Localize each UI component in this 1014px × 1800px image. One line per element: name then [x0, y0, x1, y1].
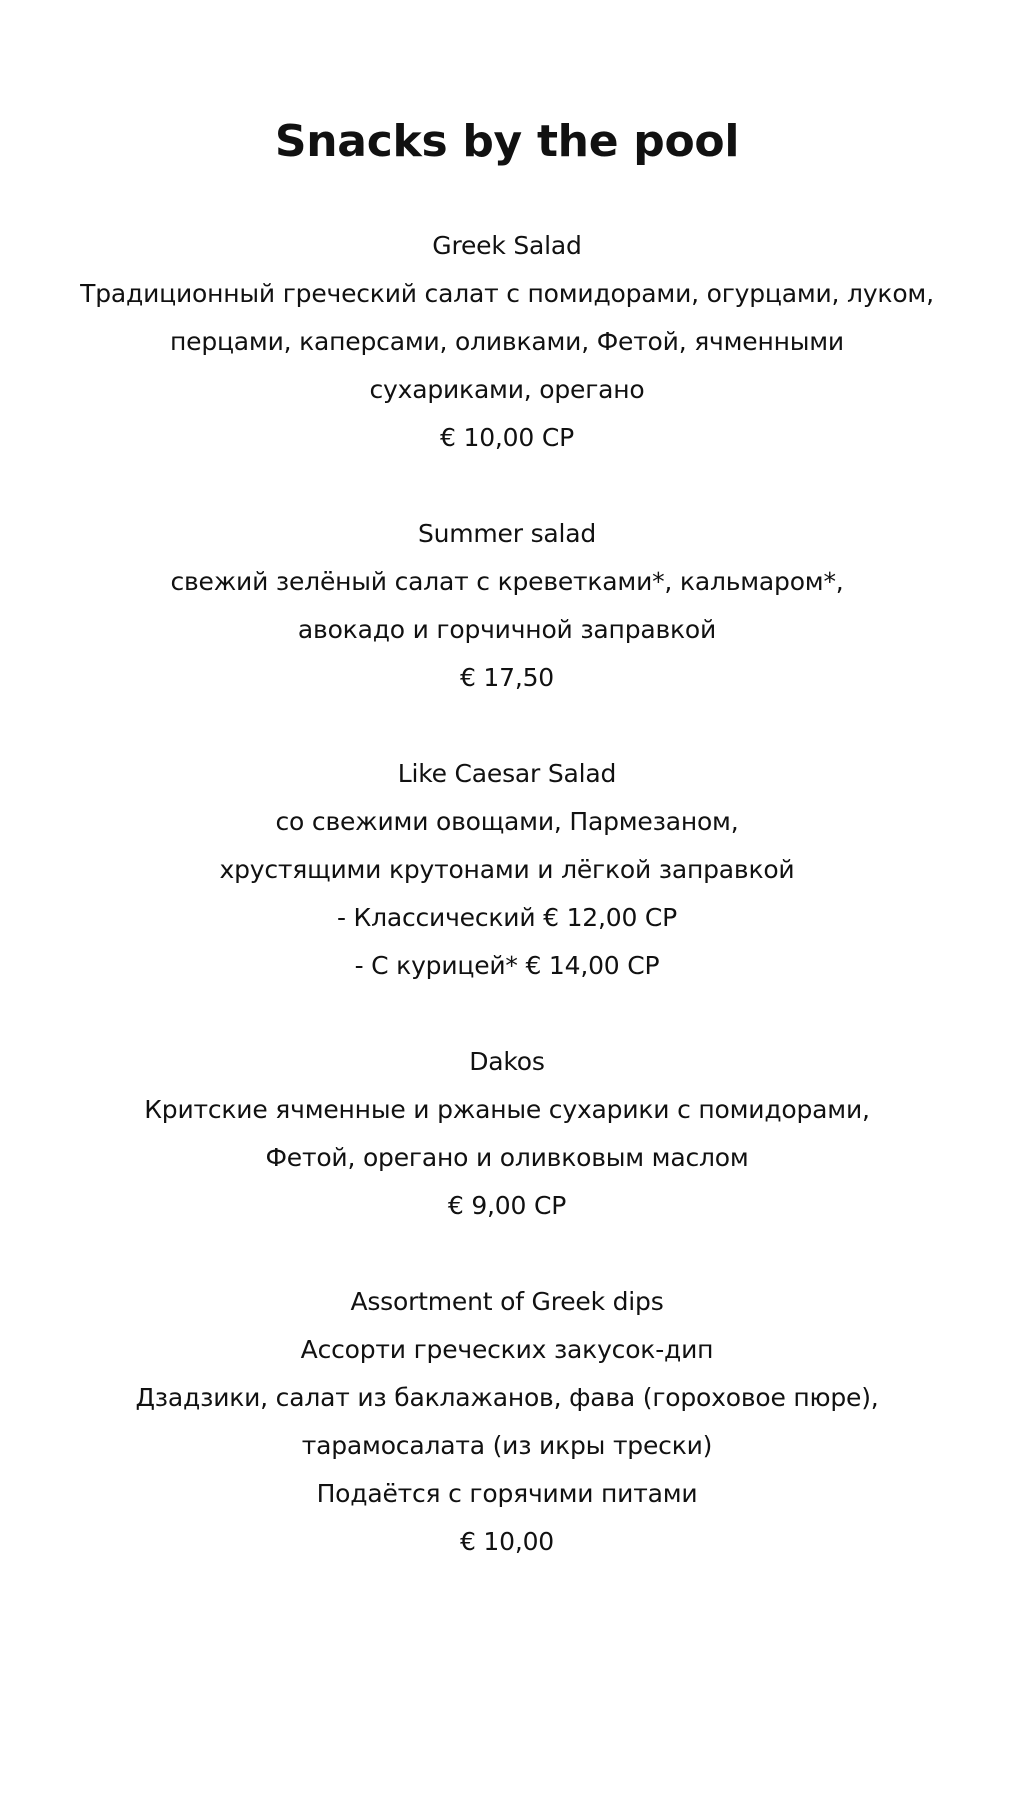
item-description-line: перцами, каперсами, оливками, Фетой, ячменными [170, 327, 844, 356]
item-price: € 17,50 [459, 663, 555, 692]
item-description-line: со свежими овощами, Пармезаном, [275, 807, 739, 836]
item-name: Greek Salad [432, 231, 582, 260]
item-description-line: Критские ячменные и ржаные сухарики с помидорами, [144, 1095, 870, 1124]
item-description-line: свежий зелёный салат с креветками*, кальмаром*, [170, 567, 844, 596]
item-description-line: Дзадзики, салат из баклажанов, фава (гороховое пюре), [135, 1383, 879, 1412]
page-title: Snacks by the pool [274, 116, 740, 167]
item-name: Summer salad [417, 519, 597, 548]
menu-item-greek-salad [0, 222, 1014, 462]
item-price: - Классический € 12,00 CP [336, 903, 678, 932]
menu-list [0, 222, 1014, 1566]
item-price: - С курицей* € 14,00 CP [354, 951, 660, 980]
item-description-line: Ассорти греческих закусок-дип [300, 1335, 714, 1364]
menu-item-summer-salad [0, 510, 1014, 702]
item-description-line: сухариками, орегано [369, 375, 645, 404]
menu-item-dakos [0, 1038, 1014, 1230]
item-description-line: Фетой, орегано и оливковым маслом [265, 1143, 749, 1172]
item-price: € 10,00 CP [440, 423, 574, 452]
menu-item-greek-dips [0, 1278, 1014, 1566]
item-name: Like Caesar Salad [397, 759, 617, 788]
item-description-line: авокадо и горчичной заправкой [297, 615, 717, 644]
item-name: Assortment of Greek dips [350, 1287, 664, 1316]
item-description-line: тарамосалата (из икры трески) [301, 1431, 713, 1460]
item-description-line: Традиционный греческий салат с помидорами, огурцами, луком, [80, 279, 934, 308]
item-description-line: хрустящими крутонами и лёгкой заправкой [219, 855, 795, 884]
menu-item-caesar-salad [0, 750, 1014, 990]
item-description-line: Подаётся с горячими питами [316, 1479, 698, 1508]
item-price: € 10,00 [459, 1527, 555, 1556]
item-price: € 9,00 CP [447, 1191, 567, 1220]
item-name: Dakos [469, 1047, 545, 1076]
